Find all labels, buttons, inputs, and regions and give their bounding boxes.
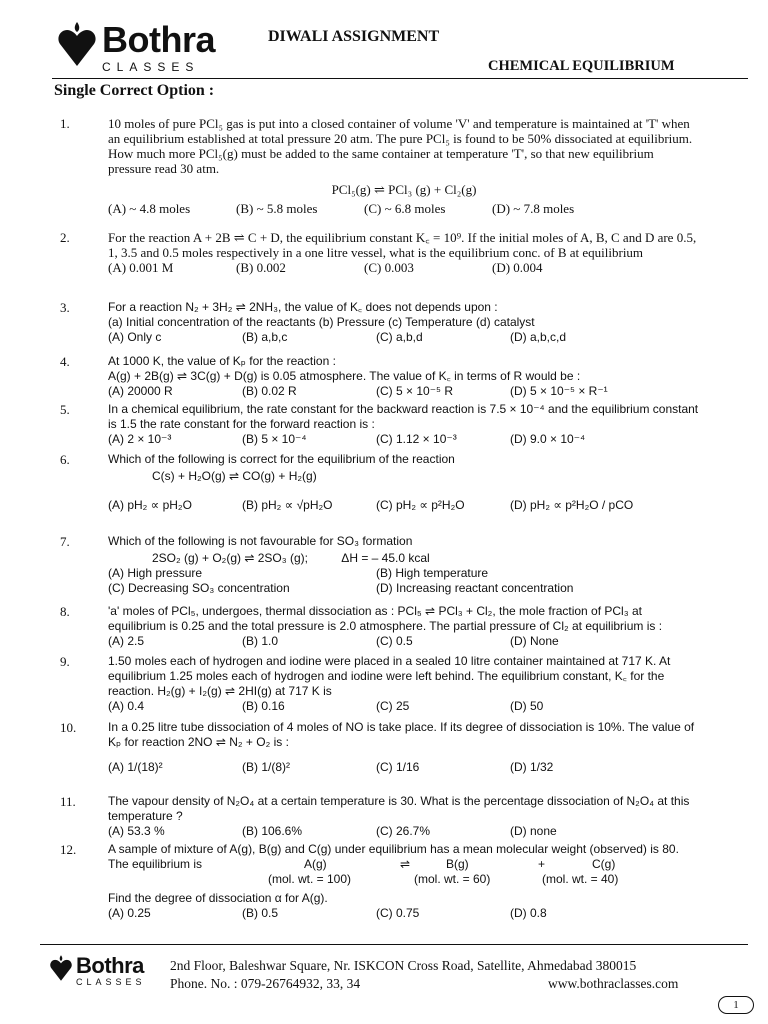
option-c[interactable]: (C) 0.5 [376, 634, 413, 648]
eq-arrow: ⇌ [400, 857, 411, 871]
option-c[interactable]: (C) Decreasing SO₃ concentration [108, 581, 290, 595]
option-c[interactable]: (C) ~ 6.8 moles [364, 201, 446, 216]
chapter-title: CHEMICAL EQUILIBRIUM [488, 58, 675, 74]
question-text: 10 moles of pure PCl₅ gas is put into a closed container of volume 'V' and temperature is maintained at 'T' when an equilibrium established at total pressure 20 atm. The pure PCl₅ is found to be 50% dissociated at equilibrium. How much more PCl₅(g) must be added to the same container at temperature 'T', so that new equilibrium pressure read 30 atm. [108, 116, 693, 176]
option-d[interactable]: (D) Increasing reactant concentration [376, 581, 574, 595]
option-b[interactable]: (B) 0.02 R [242, 384, 297, 398]
option-a[interactable]: (A) 0.001 M [108, 260, 174, 275]
option-d[interactable]: (D) ~ 7.8 moles [492, 201, 575, 216]
option-d[interactable]: (D) pH₂ ∝ p²H₂O / pCO [510, 498, 634, 512]
question-number: 5. [60, 402, 70, 417]
option-b[interactable]: (B) ~ 5.8 moles [236, 201, 318, 216]
option-b[interactable]: (B) pH₂ ∝ √pH₂O [242, 498, 333, 512]
header-divider [52, 78, 748, 79]
option-a[interactable]: (A) 0.25 [108, 906, 151, 920]
option-b[interactable]: (B) 0.5 [242, 906, 279, 920]
question-subtext: (a) Initial concentration of the reactants (b) Pressure (c) Temperature (d) catalyst [108, 315, 535, 329]
option-b[interactable]: (B) 1.0 [242, 634, 279, 648]
eq-plus: + [538, 857, 546, 871]
question-number: 1. [60, 116, 70, 131]
brand-name: Bothra [102, 19, 215, 60]
option-c[interactable]: (C) 5 × 10⁻⁵ R [376, 384, 453, 398]
option-b[interactable]: (B) High temperature [376, 566, 489, 580]
mol-wt-b: (mol. wt. = 60) [414, 872, 491, 886]
section-heading: Single Correct Option : [54, 82, 215, 99]
footer-address: 2nd Floor, Baleshwar Square, Nr. ISKCON Cross Road, Satellite, Ahmedabad 380015 [170, 958, 637, 973]
option-b[interactable]: (B) 5 × 10⁻⁴ [242, 432, 307, 446]
question-text: 1.50 moles each of hydrogen and iodine were placed in a sealed 10 litre container maintained at 717 K. At equilibrium 1.25 moles each of hydrogen and iodine were left behind. The equilibrium constant, K꜀ for the reaction. H₂(g) + I₂(g) ⇌ 2HI(g) at 717 K is [108, 654, 671, 698]
option-b[interactable]: (B) a,b,c [242, 330, 288, 344]
option-d[interactable]: (D) 0.8 [510, 906, 547, 920]
reaction-equation: 2SO₂ (g) + O₂(g) ⇌ 2SO₃ (g); ΔH = – 45.0 kcal [152, 551, 430, 565]
mol-wt-c: (mol. wt. = 40) [542, 872, 619, 886]
question-number: 12. [60, 842, 77, 857]
option-c[interactable]: (C) pH₂ ∝ p²H₂O [376, 498, 465, 512]
question-text: A sample of mixture of A(g), B(g) and C(g) under equilibrium has a mean molecular weight (observed) is 80. [108, 842, 679, 856]
question-number: 11. [60, 794, 76, 809]
mol-wt-a: (mol. wt. = 100) [268, 872, 352, 886]
option-b[interactable]: (B) 1/(8)² [242, 760, 290, 774]
assignment-title: DIWALI ASSIGNMENT [268, 28, 440, 45]
option-d[interactable]: (D) a,b,c,d [510, 330, 567, 344]
option-d[interactable]: (D) 5 × 10⁻⁵ × R⁻¹ [510, 384, 608, 398]
footer-divider [40, 944, 748, 945]
option-d[interactable]: (D) 0.004 [492, 260, 543, 275]
option-b[interactable]: (B) 106.6% [242, 824, 303, 838]
question-number: 3. [60, 300, 70, 315]
question-text: At 1000 K, the value of Kₚ for the reaction : [108, 354, 336, 368]
eq-label: The equilibrium is [108, 857, 203, 871]
question-text: In a chemical equilibrium, the rate constant for the backward reaction is 7.5 × 10⁻⁴ and the equilibrium constant is 1.5 the rate constant for the forward reaction is : [108, 402, 699, 431]
question-subtext: A(g) + 2B(g) ⇌ 3C(g) + D(g) is 0.05 atmosphere. The value of K꜀ in terms of R would be : [108, 369, 581, 383]
brand-heart-icon [58, 22, 96, 66]
reaction-equation: PCl₅(g) ⇌ PCl₃ (g) + Cl₂(g) [331, 182, 477, 197]
option-a[interactable]: (A) pH₂ ∝ pH₂O [108, 498, 192, 512]
footer-website[interactable]: www.bothraclasses.com [548, 976, 679, 991]
option-c[interactable]: (C) 25 [376, 699, 410, 713]
option-d[interactable]: (D) 1/32 [510, 760, 554, 774]
option-a[interactable]: (A) 0.4 [108, 699, 145, 713]
option-d[interactable]: (D) None [510, 634, 559, 648]
eq-species-b: B(g) [446, 857, 469, 871]
question-number: 7. [60, 534, 70, 549]
footer-phone: Phone. No. : 079-26764932, 33, 34 [170, 976, 361, 991]
question-text: Which of the following is not favourable for SO₃ formation [108, 534, 413, 548]
question-subtext: Find the degree of dissociation α for A(g). [108, 891, 328, 905]
option-c[interactable]: (C) 1/16 [376, 760, 420, 774]
option-c[interactable]: (C) 0.75 [376, 906, 420, 920]
option-a[interactable]: (A) 1/(18)² [108, 760, 163, 774]
option-d[interactable]: (D) 50 [510, 699, 544, 713]
question-text: For the reaction A + 2B ⇌ C + D, the equilibrium constant K꜀ = 10⁹. If the initial moles of A, B, C and D are 0.5, 1, 3.5 and 0.5 moles respectively in a one litre vessel, what is the equilibrium conc. of B at equilibrium [108, 230, 697, 260]
option-b[interactable]: (B) 0.002 [236, 260, 286, 275]
option-c[interactable]: (C) 1.12 × 10⁻³ [376, 432, 457, 446]
question-number: 10. [60, 720, 77, 735]
option-b[interactable]: (B) 0.16 [242, 699, 285, 713]
option-a[interactable]: (A) 2.5 [108, 634, 145, 648]
brand-sub: CLASSES [102, 60, 200, 74]
eq-species-c: C(g) [592, 857, 616, 871]
option-c[interactable]: (C) 0.003 [364, 260, 414, 275]
brand-name: Bothra [76, 953, 144, 978]
reaction-equation: C(s) + H₂O(g) ⇌ CO(g) + H₂(g) [152, 469, 317, 483]
footer-logo [50, 955, 146, 987]
brand-logo [58, 19, 215, 74]
brand-heart-icon [50, 955, 72, 981]
option-a[interactable]: (A) 2 × 10⁻³ [108, 432, 172, 446]
option-a[interactable]: (A) Only c [108, 330, 162, 344]
option-d[interactable]: (D) none [510, 824, 557, 838]
eq-species-a: A(g) [304, 857, 327, 871]
question-number: 8. [60, 604, 70, 619]
option-c[interactable]: (C) 26.7% [376, 824, 431, 838]
brand-sub: CLASSES [76, 977, 146, 987]
question-text: 'a' moles of PCl₅, undergoes, thermal dissociation as : PCl₅ ⇌ PCl₃ + Cl₂, the mole fraction of PCl₃ at equilibrium is 0.25 and the total pressure is 2.0 atmosphere. The partial pressure of Cl₂ at equilibrium is : [108, 604, 663, 633]
option-a[interactable]: (A) 53.3 % [108, 824, 165, 838]
question-number: 9. [60, 654, 70, 669]
option-a[interactable]: (A) ~ 4.8 moles [108, 201, 191, 216]
option-a[interactable]: (A) High pressure [108, 566, 203, 580]
question-text: Which of the following is correct for the equilibrium of the reaction [108, 452, 455, 466]
question-text: For a reaction N₂ + 3H₂ ⇌ 2NH₃, the value of K꜀ does not depends upon : [108, 300, 498, 314]
question-text: In a 0.25 litre tube dissociation of 4 moles of NO is take place. If its degree of dissociation is 10%. The value of Kₚ for reaction 2NO ⇌ N₂ + O₂ is : [108, 720, 695, 749]
question-number: 2. [60, 230, 70, 245]
option-a[interactable]: (A) 20000 R [108, 384, 173, 398]
page-number: 1 [718, 996, 754, 1014]
question-text: The vapour density of N₂O₄ at a certain temperature is 30. What is the percentage dissociation of N₂O₄ at this temperature ? [108, 794, 690, 823]
question-number: 6. [60, 452, 70, 467]
question-number: 4. [60, 354, 70, 369]
option-c[interactable]: (C) a,b,d [376, 330, 423, 344]
option-d[interactable]: (D) 9.0 × 10⁻⁴ [510, 432, 586, 446]
